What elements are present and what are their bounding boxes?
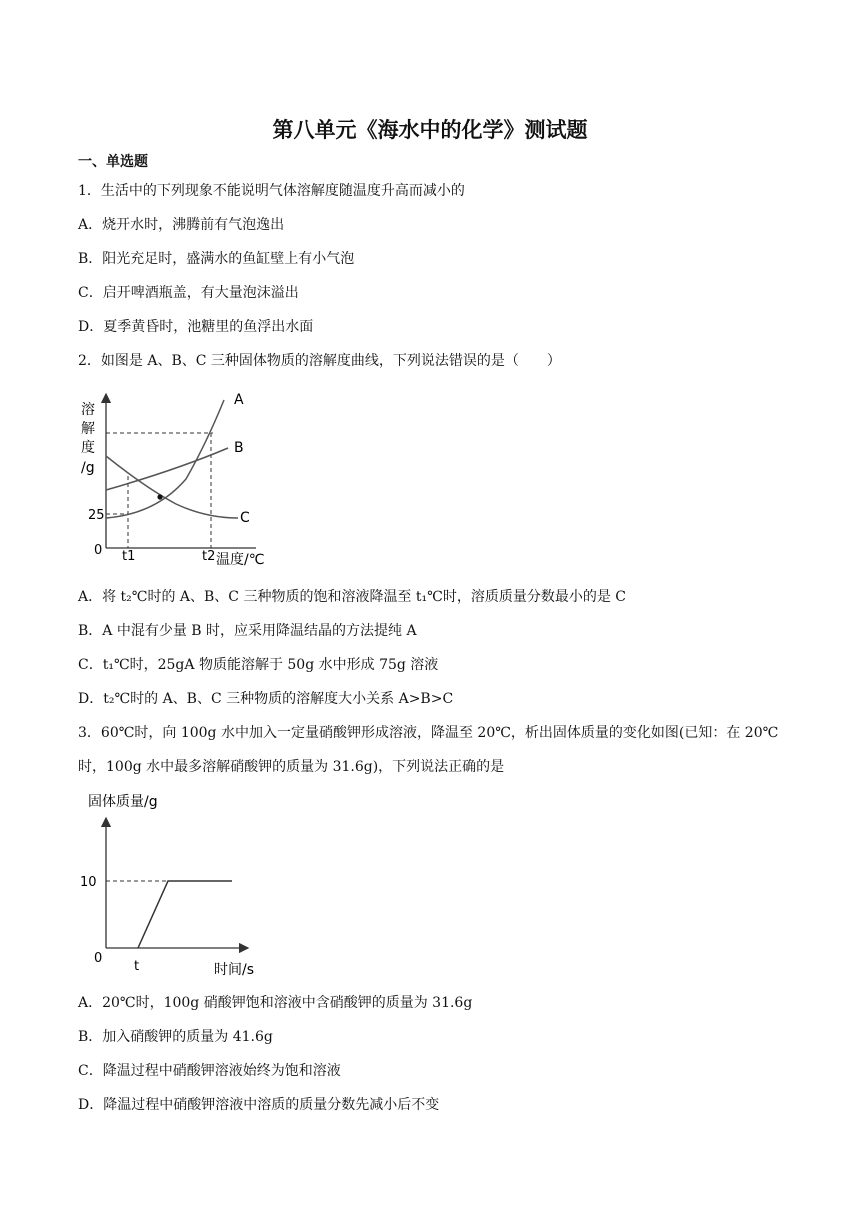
- intersection-point: [157, 494, 162, 499]
- origin-label: 0: [94, 543, 103, 558]
- x-axis-label: 时间/s: [214, 962, 255, 978]
- q1-option-b: B．阳光充足时，盛满水的鱼缸壁上有小气泡: [78, 251, 355, 267]
- curve-label-c: C: [240, 510, 250, 526]
- curve-b: [106, 448, 228, 490]
- curve-label-b: B: [234, 440, 244, 456]
- solubility-chart: [76, 384, 276, 574]
- q2-option-b: B．A 中混有少量 B 时，应采用降温结晶的方法提纯 A: [78, 623, 417, 639]
- page-title: 第八单元《海水中的化学》测试题: [272, 118, 588, 142]
- q3-stem-line2: 时，100g 水中最多溶解硝酸钾的质量为 31.6g)，下列说法正确的是: [78, 759, 505, 775]
- x-tick-t1: t1: [122, 549, 136, 564]
- x-axis-label: 温度/℃: [216, 552, 265, 568]
- curve-c: [106, 456, 238, 518]
- q3-option-b: B．加入硝酸钾的质量为 41.6g: [78, 1029, 273, 1045]
- q3-option-d: D．降温过程中硝酸钾溶液中溶质的质量分数先减小后不变: [78, 1097, 440, 1113]
- y-label-2: 解: [81, 421, 95, 437]
- q1-stem: 1．生活中的下列现象不能说明气体溶解度随温度升高而减小的: [78, 183, 465, 199]
- x-tick-t2: t2: [202, 549, 216, 564]
- section-heading: 一、单选题: [78, 154, 148, 170]
- y-tick-25: 25: [88, 508, 105, 523]
- mass-curve: [138, 881, 232, 948]
- y-label-1: 溶: [81, 402, 95, 418]
- x-tick-t: t: [134, 959, 140, 974]
- q1-option-c: C．启开啤酒瓶盖，有大量泡沫溢出: [78, 285, 299, 301]
- y-label-3: 度: [81, 440, 95, 456]
- q1-option-d: D．夏季黄昏时，池糖里的鱼浮出水面: [78, 319, 314, 335]
- q3-option-a: A．20℃时，100g 硝酸钾饱和溶液中含硝酸钾的质量为 31.6g: [78, 995, 473, 1011]
- q1-option-a: A．烧开水时，沸腾前有气泡逸出: [78, 217, 285, 233]
- q3-option-c: C．降温过程中硝酸钾溶液始终为饱和溶液: [78, 1063, 341, 1079]
- q2-stem: 2．如图是 A、B、C 三种固体物质的溶解度曲线，下列说法错误的是（ ）: [78, 353, 561, 369]
- q2-option-a: A．将 t₂℃时的 A、B、C 三种物质的饱和溶液降温至 t₁℃时，溶质质量分数最小的是 C: [78, 589, 626, 605]
- y-tick-10: 10: [80, 875, 97, 890]
- q2-option-c: C．t₁℃时，25gA 物质能溶解于 50g 水中形成 75g 溶液: [78, 657, 439, 673]
- q2-option-d: D．t₂℃时的 A、B、C 三种物质的溶解度大小关系 A>B>C: [78, 691, 454, 707]
- mass-time-chart: [76, 784, 276, 982]
- q3-stem-line1: 3．60℃时，向 100g 水中加入一定量硝酸钾形成溶液，降温至 20℃，析出固体质量的变化如图(已知：在 20℃: [78, 725, 779, 741]
- curve-a: [106, 400, 224, 518]
- y-label-4: /g: [81, 460, 95, 476]
- origin-label: 0: [94, 951, 103, 966]
- curve-label-a: A: [234, 392, 244, 408]
- y-axis-label: 固体质量/g: [88, 794, 158, 810]
